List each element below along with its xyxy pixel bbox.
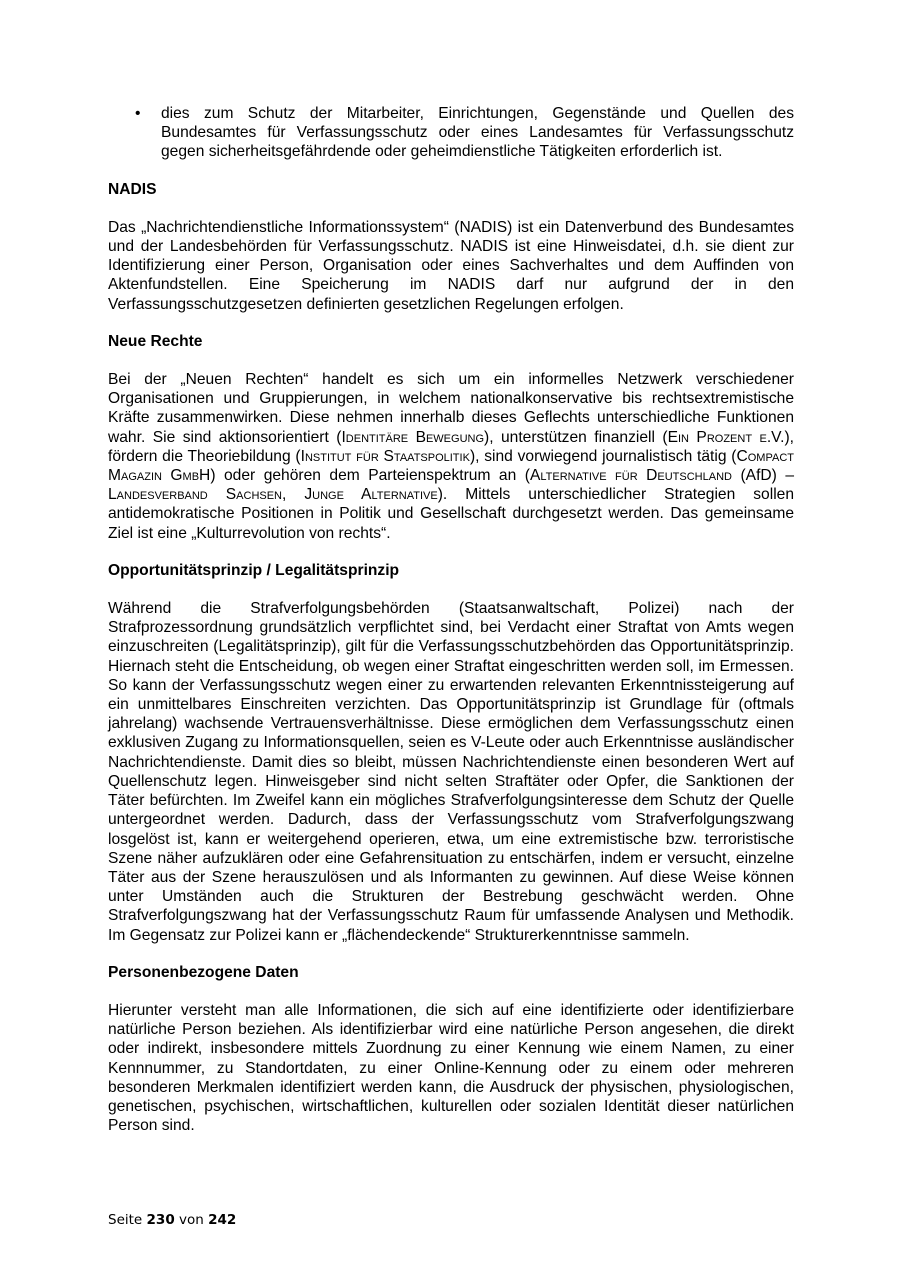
org-ein-prozent: Ein Prozent e.V. bbox=[667, 428, 785, 446]
bullet-list bbox=[108, 104, 794, 162]
paragraph-neue-rechte bbox=[108, 370, 794, 543]
paragraph-nadis: Das „Nachrichtendienstliche Informationssystem“ (NADIS) ist ein Datenverbund des Bundesamtes und der Landesbehörden für Verfassungsschutz. NADIS ist eine Hinweisdatei, d.h. sie dient zur Identifizierung einer Person, Organisation oder eines Sachverhaltes und dem Auffinden von Aktenfundstellen. Eine Speicherung im NADIS darf nur aufgrund der in den Verfassungsschutzgesetzen definierten gesetzlichen Regelungen erfolgen. bbox=[108, 218, 794, 313]
text-run: ) oder gehören dem Parteienspektrum an ( bbox=[210, 467, 530, 485]
bullet-item bbox=[108, 104, 794, 162]
text-run: Bei der „Neuen Rechten“ handelt es sich um ein informelles Netzwerk verschiedener Organisationen und Gruppierungen, in welchem nationalkonservative bis rechtsextremistische Kräfte zusammenwirken. Diese nehmen innerhalb dieses Geflechts unterschiedliche Funktionen wahr. Sie sind aktionsorientiert ( bbox=[108, 371, 794, 446]
heading-opportunitaetsprinzip: Opportunitätsprinzip / Legalitätsprinzip bbox=[108, 561, 400, 579]
org-landesverband-junge-alternative: Landesverband Sachsen, Junge Alternative bbox=[108, 486, 438, 504]
heading-neue-rechte: Neue Rechte bbox=[108, 332, 203, 350]
paragraph-opportunitaetsprinzip: Während die Strafverfolgungsbehörden (Staatsanwaltschaft, Polizei) nach der Strafprozessordnung grundsätzlich verpflichtet sind, bei Verdacht einer Straftat von Amts wegen einzuschreiten (Legalitätsprinzip), gilt für die Verfassungsschutzbehörden das Opportunitätsprinzip. Hiernach steht die Entscheidung, ob wegen einer Straftat eingeschritten werden soll, im Ermessen. So kann der Verfassungsschutz wegen einer zu erwartenden relevanten Erkenntnissteigerung auf ein unmittelbares Einschreiten verzichten. Das Opportunitätsprinzip ist Grundlage für (oftmals jahrelang) wachsende Vertrauensverhältnisse. Diese ermöglichen dem Verfassungsschutz einen exklusiven Zugang zu Informationsquellen, seien es V-Leute oder auch Erkenntnisse ausländischer Nachrichtendienste. Damit dies so bleibt, müssen Nachrichtendienste einen besonderen Wert auf Quellenschutz legen. Hinweisgeber sind nicht selten Straftäter oder Opfer, die Sanktionen der Täter befürchten. Im Zweifel kann ein mögliches Strafverfolgungsinteresse dem Schutz der Quelle untergeordnet werden. Dadurch, dass der Verfassungsschutz vom Strafverfolgungszwang losgelöst ist, kann er weitergehend operieren, etwa, um eine extremistische bzw. terroristische Szene näher aufzuklären oder eine Gefahrensituation zu entschärfen, indem er versucht, einzelne Täter aus der Szene herauszulösen und als Informanten zu gewinnen. Auf diese Weise können unter Umständen auch die Strukturen der Bestrebung geschwächt werden. Ohne Strafverfolgungszwang hat der Verfassungsschutz Raum für umfassende Analysen und Methodik. Im Gegensatz zur Polizei kann er „flächendeckende“ Strukturerkenntnisse sammeln. bbox=[108, 600, 794, 944]
heading-personenbezogene-daten: Personenbezogene Daten bbox=[108, 963, 299, 981]
text-run: ). Mittels unterschiedlicher Strategien sollen antidemokratische Positionen in Politik und Gesellschaft durchgesetzt werden. Das gemeinsame Ziel ist eine „Kulturrevolution von rechts“. bbox=[108, 486, 795, 542]
current-page-number: 230 bbox=[146, 1212, 175, 1228]
document-page bbox=[108, 104, 794, 1135]
heading-nadis: NADIS bbox=[108, 180, 157, 198]
page-footer bbox=[108, 1212, 236, 1228]
bullet-marker: • bbox=[135, 105, 141, 122]
text-run: (AfD) – bbox=[731, 467, 795, 485]
footer-middle: von bbox=[174, 1212, 209, 1228]
paragraph-personenbezogene-daten: Hierunter versteht man alle Informationen, die sich auf eine identifizierte oder identifizierbare natürliche Person beziehen. Als identifizierbar wird eine natürliche Person angesehen, die direkt oder indirekt, insbesondere mittels Zuordnung zu einer Kennung wie einem Namen, zu einer Kennnummer, zu Standortdaten, zu einer Online-Kennung oder zu einem oder mehreren besonderen Merkmalen identifiziert werden kann, die Ausdruck der physischen, physiologischen, genetischen, psychischen, wirtschaftlichen, kulturellen oder sozialen Identität dieser natürlichen Person sind. bbox=[108, 1001, 794, 1135]
org-compact-magazin: Compact Magazin GmbH bbox=[108, 447, 794, 485]
footer-prefix: Seite bbox=[108, 1212, 147, 1228]
org-identitaere-bewegung: Identitäre Bewegung bbox=[341, 428, 485, 446]
bullet-text: dies zum Schutz der Mitarbeiter, Einrichtungen, Gegenstände und Quellen des Bundesamtes für Verfassungsschutz oder eines Landesamtes für Verfassungsschutz gegen sicherheitsgefährdende oder geheimdienstliche Tätigkeiten erforderlich ist. bbox=[161, 105, 794, 161]
text-run: ), unterstützen finanziell ( bbox=[484, 428, 668, 446]
org-institut-fuer-staatspolitik: Institut für Staatspolitik bbox=[300, 447, 470, 465]
org-afd: Alternative für Deutschland bbox=[529, 467, 732, 485]
text-run: ), fördern die Theoriebildung ( bbox=[108, 428, 794, 465]
text-run: ), sind vorwiegend journalistisch tätig ( bbox=[469, 447, 737, 465]
total-page-count: 242 bbox=[208, 1212, 237, 1228]
